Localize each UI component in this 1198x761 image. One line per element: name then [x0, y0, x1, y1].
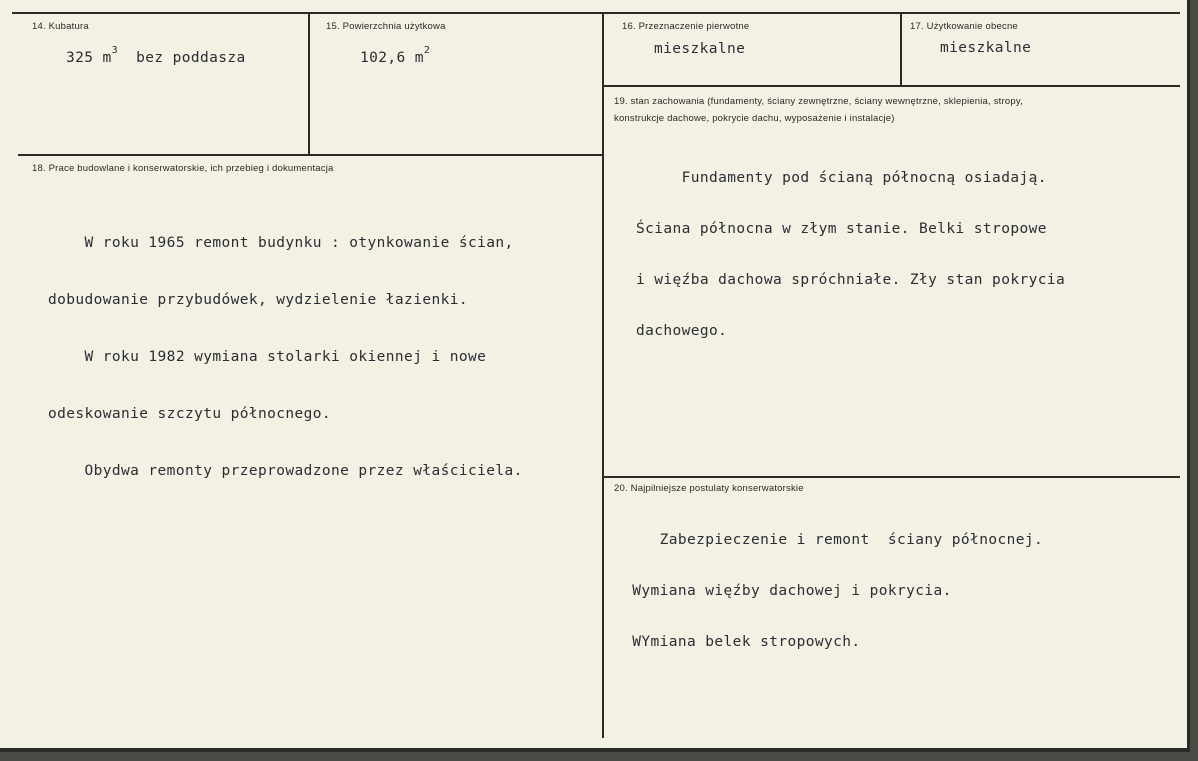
divider-col-14-15 — [308, 14, 310, 155]
field-15-unit-exponent: 2 — [423, 45, 431, 56]
divider-row1-left — [18, 154, 604, 156]
field-18-text — [48, 196, 523, 519]
field-18-line: dobudowanie przybudówek, wydzielenie łazienki. — [48, 292, 468, 308]
field-16-value: mieszkalne — [654, 41, 746, 57]
field-20-text — [614, 498, 1043, 685]
field-14-label: 14. Kubatura — [32, 21, 89, 32]
field-19-line: Fundamenty pod ścianą północną osiadają. — [636, 170, 1047, 186]
field-19-text — [636, 136, 1065, 374]
field-19-label — [614, 93, 1154, 127]
divider-row1-right — [604, 85, 1180, 87]
field-19-line: i więźba dachowa spróchniałe. Zły stan pokrycia — [636, 272, 1066, 288]
field-19-line: Ściana północna w złym stanie. Belki stropowe — [636, 221, 1047, 237]
field-18-line: Obydwa remonty przeprowadzone przez właściciela. — [48, 463, 523, 479]
field-19-label-line: konstrukcje dachowe, pokrycie dachu, wyposażenie i instalacje) — [614, 113, 895, 124]
field-17-value: mieszkalne — [940, 40, 1032, 56]
field-14-unit-exponent: 3 — [111, 45, 119, 56]
divider-col-main — [602, 14, 604, 738]
field-14-value — [66, 44, 246, 68]
field-15-label: 15. Powierzchnia użytkowa — [326, 21, 446, 32]
field-17-label: 17. Użytkowanie obecne — [910, 21, 1018, 32]
field-19-label-line: 19. stan zachowania (fundamenty, ściany zewnętrzne, ściany wewnętrzne, sklepienia, stropy, — [614, 96, 1023, 107]
field-18-line: W roku 1982 wymiana stolarki okiennej i nowe — [48, 349, 487, 365]
field-20-line: Wymiana więźby dachowej i pokrycia. — [614, 583, 952, 599]
field-20-line: Zabezpieczenie i remont ściany północnej. — [614, 532, 1044, 548]
field-20-line: WYmiana belek stropowych. — [614, 634, 861, 650]
field-14-volume: 325 m — [66, 49, 112, 66]
field-20-label: 20. Najpilniejsze postulaty konserwatorskie — [614, 483, 804, 494]
divider-col-16-17 — [900, 14, 902, 86]
field-15-area: 102,6 m — [360, 49, 424, 66]
field-18-label: 18. Prace budowlane i konserwatorskie, ich przebieg i dokumentacja — [32, 163, 334, 174]
field-15-value — [360, 44, 430, 68]
divider-right-lower — [604, 476, 1180, 478]
field-16-label: 16. Przeznaczenie pierwotne — [622, 21, 750, 32]
field-18-line: W roku 1965 remont budynku : otynkowanie ścian, — [48, 235, 514, 251]
top-border-line — [12, 12, 1180, 14]
field-14-note: bez poddasza — [136, 49, 246, 66]
field-18-line: odeskowanie szczytu północnego. — [48, 406, 332, 422]
field-19-line: dachowego. — [636, 323, 728, 339]
